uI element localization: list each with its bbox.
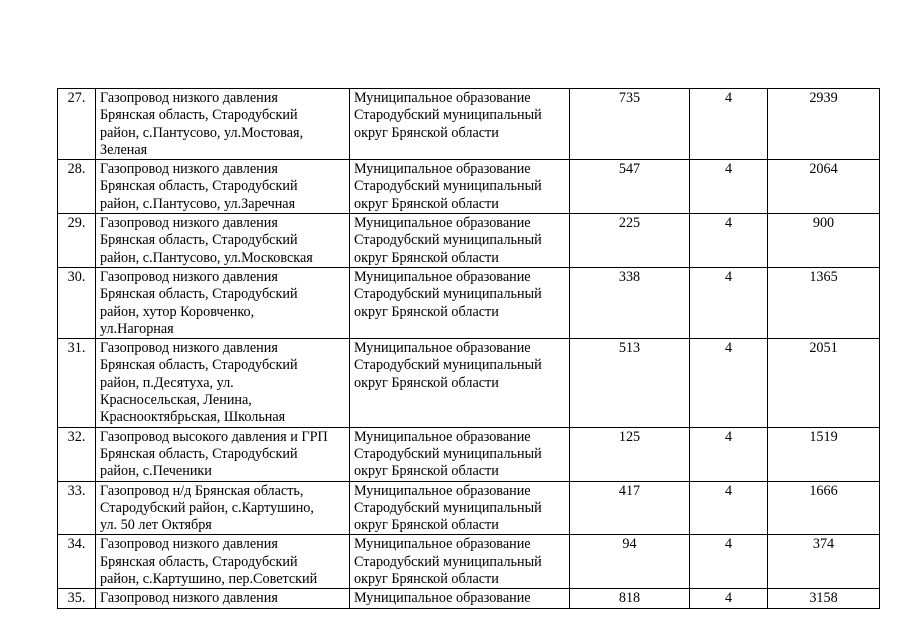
object-name: Газопровод низкого давления Брянская область, Стародубский район, с.Пантусово, ул.Заречная [96,160,350,214]
length-value: 513 [570,339,690,427]
rate-value: 4 [690,427,768,481]
table-row [58,535,880,589]
total-value: 374 [768,535,880,589]
length-value: 818 [570,589,690,608]
table-row [58,339,880,427]
object-name: Газопровод низкого давления Брянская область, Стародубский район, с.Пантусово, ул.Московская [96,214,350,268]
length-value: 417 [570,481,690,535]
rate-value: 4 [690,339,768,427]
object-name: Газопровод низкого давления Брянская область, Стародубский район, хутор Коровченко, ул.Нагорная [96,267,350,338]
owner-name: Муниципальное образование Стародубский муниципальный округ Брянской области [350,535,570,589]
rate-value: 4 [690,535,768,589]
object-name: Газопровод высокого давления и ГРП Брянская область, Стародубский район, с.Печеники [96,427,350,481]
total-value: 1519 [768,427,880,481]
row-number: 35. [58,589,96,608]
table-body [58,89,880,609]
total-value: 900 [768,214,880,268]
owner-name: Муниципальное образование Стародубский муниципальный округ Брянской области [350,89,570,160]
total-value: 2051 [768,339,880,427]
length-value: 547 [570,160,690,214]
table-row [58,427,880,481]
rate-value: 4 [690,214,768,268]
length-value: 735 [570,89,690,160]
row-number: 34. [58,535,96,589]
table-row [58,89,880,160]
table-row [58,481,880,535]
owner-name: Муниципальное образование Стародубский муниципальный округ Брянской области [350,339,570,427]
row-number: 27. [58,89,96,160]
rate-value: 4 [690,89,768,160]
length-value: 94 [570,535,690,589]
object-name: Газопровод низкого давления Брянская область, Стародубский район, с.Пантусово, ул.Мостовая, Зеленая [96,89,350,160]
total-value: 2939 [768,89,880,160]
table-row [58,267,880,338]
row-number: 32. [58,427,96,481]
object-name: Газопровод низкого давления Брянская область, Стародубский район, с.Картушино, пер.Советский [96,535,350,589]
rate-value: 4 [690,160,768,214]
object-name: Газопровод низкого давления [96,589,350,608]
object-name: Газопровод н/д Брянская область, Стародубский район, с.Картушино, ул. 50 лет Октября [96,481,350,535]
owner-name: Муниципальное образование Стародубский муниципальный округ Брянской области [350,481,570,535]
gas-pipeline-table [57,88,880,609]
owner-name: Муниципальное образование Стародубский муниципальный округ Брянской области [350,160,570,214]
length-value: 338 [570,267,690,338]
object-name: Газопровод низкого давления Брянская область, Стародубский район, п.Десятуха, ул. Красносельская, Ленина, Краснооктябрьская, Школьная [96,339,350,427]
row-number: 33. [58,481,96,535]
owner-name: Муниципальное образование Стародубский муниципальный округ Брянской области [350,214,570,268]
table-row [58,589,880,608]
total-value: 1666 [768,481,880,535]
rate-value: 4 [690,589,768,608]
table-row [58,214,880,268]
length-value: 125 [570,427,690,481]
document-page [57,88,879,609]
owner-name: Муниципальное образование [350,589,570,608]
total-value: 2064 [768,160,880,214]
rate-value: 4 [690,481,768,535]
length-value: 225 [570,214,690,268]
rate-value: 4 [690,267,768,338]
row-number: 28. [58,160,96,214]
row-number: 31. [58,339,96,427]
row-number: 29. [58,214,96,268]
owner-name: Муниципальное образование Стародубский муниципальный округ Брянской области [350,267,570,338]
row-number: 30. [58,267,96,338]
total-value: 3158 [768,589,880,608]
table-row [58,160,880,214]
total-value: 1365 [768,267,880,338]
owner-name: Муниципальное образование Стародубский муниципальный округ Брянской области [350,427,570,481]
